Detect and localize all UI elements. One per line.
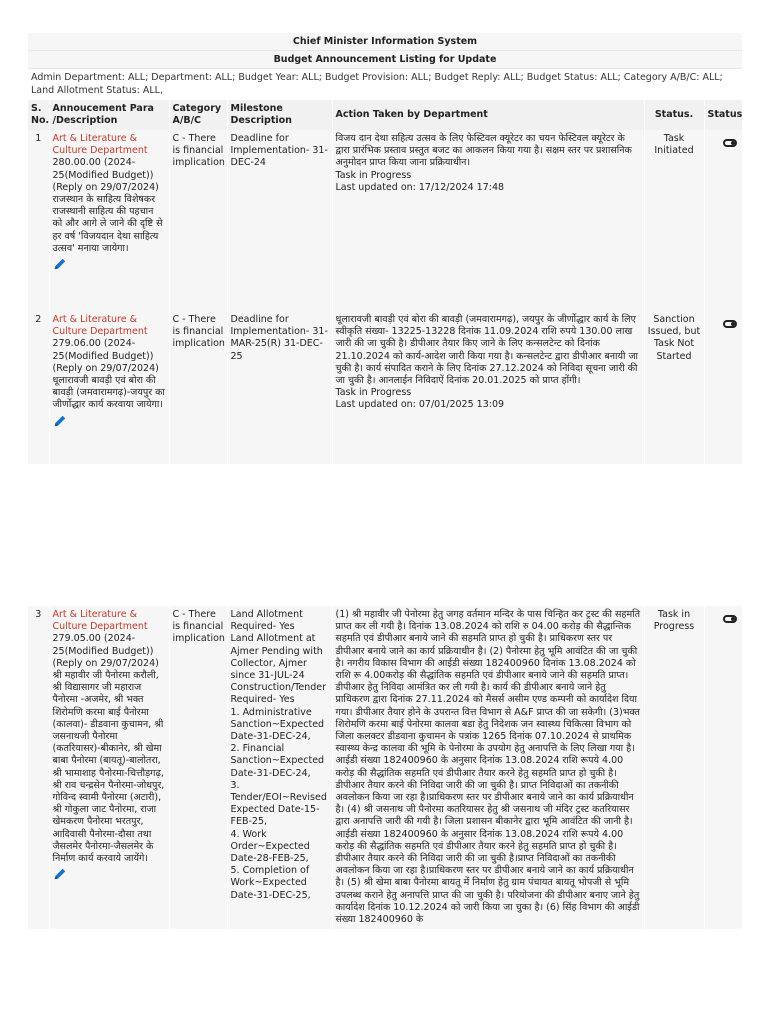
row-status-toggle-cell (704, 130, 742, 311)
pencil-icon[interactable] (53, 257, 67, 271)
row-description: 279.06.00 (2024-25(Modified Budget)) (Reply on 29/07/2024) धूलारावजी बावड़ी एवं बोरा की बावड़ी (जमवारामगढ़)-जयपुर का जीर्णोद्धार कार्य करवाया जायेगा। (52, 338, 165, 411)
row-last-updated: Last updated on: 17/12/2024 17:48 (335, 181, 505, 193)
row-category: C - There is financial implication (169, 130, 227, 311)
table-row (28, 311, 742, 464)
col-status-text: Status. (644, 100, 704, 130)
col-para: Annoucement Para /Description (49, 100, 169, 130)
row-status-toggle-cell (704, 606, 742, 929)
budget-table (28, 100, 743, 929)
row-milestone: Deadline for Implementation- 31-DEC-24 (227, 130, 332, 311)
row-action-text: धूलारावजी बावड़ी एवं बोरा की बावड़ी (जमवारामगढ़), जयपुर के जीर्णोद्धार कार्य के लिए स्वीकृति संख्या- 13225-13228 दिनांक 11.09.2024 राशि रुपये 130.00 लाख जारी की जा चुकी है। डीपीआर तैयार किए जाने के लिए कन्सलटेन्ट को दिनांक 21.10.2024 को कार्य-आदेश जारी किया गया है। कन्सलटेन्ट द्वारा डीपीआर बनायी जा चुकी है। कार्य संपादित कराने के लिए दिनांक 27.12.2024 को निविदा सूचना जारी की जा चुकी है। आनलाईन निविदाऐं दिनांक 20.01.2025 को प्राप्त होंगी। (335, 314, 638, 387)
toggle-icon[interactable] (723, 320, 737, 328)
row-action (332, 130, 644, 311)
report-title: Budget Announcement Listing for Update (28, 51, 742, 69)
row-action (332, 311, 644, 464)
row-para (49, 130, 169, 311)
row-milestone: Land Allotment Required- Yes Land Allotment at Ajmer Pending with Collector, Ajmer since 31-JUL-24 Construction/Tender Required- Yes 1. Administrative Sanction~Expected Date-31-DEC-24, 2. Financial Sanction~Expected Date-31-DEC-24, 3. Tender/EOI~Revised Expected Date-15-FEB-25, 4. Work Order~Expected Date-28-FEB-25, 5. Completion of Work~Expected Date-31-DEC-25, (227, 606, 332, 929)
row-status: Sanction Issued, but Task Not Started (644, 311, 704, 464)
toggle-icon[interactable] (723, 139, 737, 147)
col-action: Action Taken by Department (332, 100, 644, 130)
row-department: Art & Literature & Culture Department (52, 609, 148, 633)
row-department: Art & Literature & Culture Department (52, 133, 148, 157)
row-para (49, 606, 169, 929)
row-category: C - There is financial implication (169, 606, 227, 929)
col-milestone: Milestone Description (227, 100, 332, 130)
table-row (28, 130, 742, 311)
row-sno: 2 (28, 311, 49, 464)
row-sno: 1 (28, 130, 49, 311)
row-action-text: (1) श्री महावीर जी पेनोरमा हेतु जगह वर्तमान मन्दिर के पास चिन्हित कर ट्रस्ट की सहमति प्राप्त कर ली गयी है। दिनांक 13.08.2024 को राशि रु 04.00 करोड़ की सैद्धान्तिक सहमति एवं डीपीआर बनाये जाने की सहमति प्राप्त हो चुकी है। प्राधिकरण स्तर पर डीपीआर बनाये जाने का कार्य प्रक्रियाधीन है। (2) पैनोरमा हेतु भूमि आवंटित की जा चुकी है। नगरीय विकास विभाग की आईडी संख्या 182400960 दिनांक 13.08.2024 को राशि रू 4.00करोड़ की सैद्धांतिक सहमति एवं डीपीआर बनाये जाने की सहमति प्राप्त।डीपीआर हेतु निविदा आमंत्रित कर ली गयी है। कार्य की डीपीआर बनाये जाने हेतु प्राधिकरण द्वारा दिनांक 27.11.2024 को मैसर्स असीम एण्ड कम्पनी को कार्यादेश दिया गया। डीपीआर तैयार होने के उपरान्त वित्त विभाग से A&F प्राप्त की जा सकेगी। (3)भक्त शिरोमणि करमा बाई पेनोरमा कालवा बडा हेतु निदेशक जन स्वास्थ्य चिकित्सा विभाग को जिला कलक्टर डीडवाना कुचामन के पत्रांक 1265 दिनांक 07.10.2024 से प्राथमिक स्वास्थ्य केन्द्र कालवा की भूमि के पेनोरमा के उपयोग हेतु अनापत्ति के लिए लिखा गया है। आईडी संख्या 182400960 के अनुसार दिनांक 13.08.2024 राशि रूपये 4.00 करोड़ की सैद्धांतिक सहमति एवं डीपीआर तैयार करने हेतु सहमति प्राप्त हो चुकी है। डीपीआर तैयार करने की निविदा जारी की जा चुकी है। प्राप्त निविदाओं का तकनीकी अवलोकन किया जा रहा है।प्राधिकरण स्तर पर डीपीआर बनाये जाने का कार्य प्रक्रियाधीन है। (4) श्री जसनाथ जी पैनोरमा कतरियासर हेतु श्री जसनाथ जी मंदिर ट्रस्ट कतरियासर द्वारा अनापत्ति जारी की गयी है। जिला प्रशासन बीकानेर द्वारा भूमि आवंटित की जानी है। आईडी संख्या 182400960 के अनुसार दिनांक 13.08.2024 राशि रूपये 4.00 करोड़ की सैद्धांतिक सहमति एवं डीपीआर तैयार करने हेतु सहमति प्राप्त हो चुकी है। डीपीआर तैयार करने की निविदा जारी की जा चुकी है।प्राप्त निविदाओं का तकनीकी अवलोकन किया जा रहा है।प्राधिकरण स्तर पर डीपीआर बनाये जाने का कार्य प्रक्रियाधीन है। (5) श्री खेमा बाबा पैनोरमा बायतू में निर्माण हेतु ग्राम पंचायत बायतू भोपजी से भूमि उपलब्ध कराने हेतु अनापत्ति प्राप्त की जा चुकी है। परियोजना की डीपीआर बनाए जाने हेतु कार्यादेश दिनांक 10.12.2024 को जारी किया जा चुका है। (6) सिंह विभाग की आईडी संख्या 182400960 के (335, 609, 641, 926)
row-status-toggle-cell (704, 311, 742, 464)
row-status: Task in Progress (644, 606, 704, 929)
toggle-icon[interactable] (723, 615, 737, 623)
row-action (332, 606, 644, 929)
row-category: C - There is financial implication (169, 311, 227, 464)
row-action-text: विजय दान देथा सहित्य उत्सव के लिए फेस्टिवल क्यूरेटर का चयन फेस्टिवल क्यूरेटर के द्वारा प्रारंभिक प्रस्ताव प्रस्तुत बजट का आकलन किया गया है। सक्षम स्तर पर प्रशासनिक अनुमोदन प्राप्त किया जाना प्रक्रियाधीन। (335, 133, 632, 169)
report-container (28, 33, 742, 929)
row-status: Task Initiated (644, 130, 704, 311)
pencil-icon[interactable] (53, 867, 67, 881)
row-sno: 3 (28, 606, 49, 929)
page-break-gap (28, 464, 742, 606)
row-description: 279.05.00 (2024-25(Modified Budget)) (Reply on 29/07/2024) श्री महावीर जी पैनोरमा करौली, श्री विद्यासागर जी महाराज पैनोरमा -अजमेर, श्री भक्त शिरोमणि करमा बाई पैनोरमा (कालवा)- डीडवाना कुचामन, श्री जसनाथजी पैनोरमा (कतरियासर)-बीकानेर, श्री खेमा बाबा पैनोरमा (बायतू)-बालोतरा, श्री भामाशाह पैनोरमा-चित्तौड़गढ़, श्री राव चन्द्रसेन पैनोरमा-जोधपुर, गोविन्द स्वामी पैनोरमा (अटारी), श्री गोकुला जाट पैनोरमा, राजा खेमकरण पैनोरमा भरतपुर, आदिवासी पैनोरमा-दौसा तथा जैसलमेर पैनोरमा-जैसलमेर के निर्माण कार्य करवाये जायेंगे। (52, 633, 165, 865)
row-task-status: Task in Progress (335, 169, 412, 181)
table-row (28, 606, 742, 929)
table-header-row (28, 100, 742, 130)
row-department: Art & Literature & Culture Department (52, 314, 148, 338)
pencil-icon[interactable] (53, 414, 67, 428)
row-milestone: Deadline for Implementation- 31-MAR-25(R) 31-DEC-25 (227, 311, 332, 464)
row-task-status: Task in Progress (335, 387, 412, 399)
col-status-toggle: Status (704, 100, 742, 130)
row-description: 280.00.00 (2024-25(Modified Budget)) (Reply on 29/07/2024) राजस्थान के साहित्य विशेषकर राजस्थानी साहित्य की पहचान को और आगे ले जाने की दृष्टि से हर वर्ष 'विजयदान देथा साहित्य उत्सव' मनाया जायेगा। (52, 157, 163, 254)
row-last-updated: Last updated on: 07/01/2025 13:09 (335, 399, 505, 411)
col-sno: S. No. (28, 100, 49, 130)
filter-summary: Admin Department: ALL; Department: ALL; Budget Year: ALL; Budget Provision: ALL; Budget Reply: ALL; Budget Status: ALL; Category A/B/C: ALL; Land Allotment Status: ALL, (28, 69, 742, 100)
system-title: Chief Minister Information System (28, 33, 742, 51)
col-category: Category A/B/C (169, 100, 227, 130)
row-para (49, 311, 169, 464)
